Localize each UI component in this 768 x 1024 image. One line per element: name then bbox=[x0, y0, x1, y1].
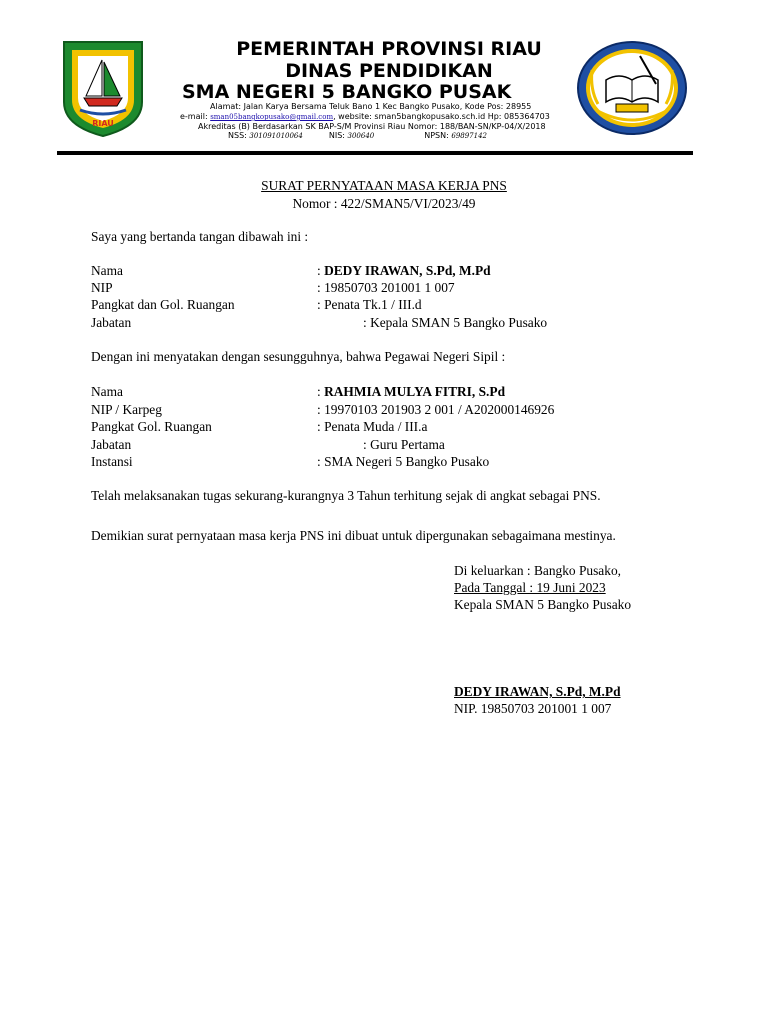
riau-emblem-logo bbox=[62, 40, 144, 138]
signer-nip-value: : 19850703 201001 1 007 bbox=[317, 280, 455, 295]
employee-institution-label: Instansi bbox=[91, 454, 133, 469]
signature-nip: NIP. 19850703 201001 1 007 bbox=[454, 701, 612, 716]
letterhead-divider bbox=[57, 151, 693, 155]
letterhead-line-school: SMA NEGERI 5 BANGKO PUSAK bbox=[182, 81, 512, 103]
letterhead-school-ids bbox=[228, 131, 588, 141]
employee-position-label: Jabatan bbox=[91, 437, 132, 452]
issued-place: Di keluarkan : Bangko Pusako, bbox=[454, 563, 621, 578]
closing-paragraph: Demikian surat pernyataan masa kerja PNS ini dibuat untuk dipergunakan sebagaimana mestinya. bbox=[91, 528, 616, 543]
npsn-label: NPSN: bbox=[424, 131, 452, 140]
employee-name-value: : RAHMIA MULYA FITRI, S.Pd bbox=[317, 384, 506, 399]
letterhead-line-department: DINAS PENDIDIKAN bbox=[285, 60, 493, 82]
signer-rank-label: Pangkat dan Gol. Ruangan bbox=[91, 297, 235, 312]
letter-number: Nomor : 422/SMAN5/VI/2023/49 bbox=[292, 196, 476, 211]
statement-text: Dengan ini menyatakan dengan sesungguhnya, bahwa Pegawai Negeri Sipil : bbox=[91, 349, 506, 364]
signer-position-label: Jabatan bbox=[91, 315, 132, 330]
employee-position-value: : Guru Pertama bbox=[363, 437, 445, 452]
letterhead-address: Alamat: Jalan Karya Bersama Teluk Bano 1 Kec Bangko Pusako, Kode Pos: 28955 bbox=[210, 102, 532, 111]
npsn-value: 69897142 bbox=[451, 132, 487, 140]
signer-nip-label: NIP bbox=[91, 280, 113, 295]
intro-text: Saya yang bertanda tangan dibawah ini : bbox=[91, 229, 309, 244]
signature-name: DEDY IRAWAN, S.Pd, M.Pd bbox=[454, 684, 621, 699]
employee-nip-value: : 19970103 201903 2 001 / A202000146926 bbox=[317, 402, 555, 417]
employee-institution-value: : SMA Negeri 5 Bangko Pusako bbox=[317, 454, 490, 469]
email-label: e-mail: bbox=[180, 112, 211, 121]
letterhead-contact bbox=[180, 112, 588, 122]
employee-nip-label: NIP / Karpeg bbox=[91, 402, 162, 417]
letterhead-line-government: PEMERINTAH PROVINSI RIAU bbox=[236, 38, 542, 60]
issued-date: Pada Tanggal : 19 Juni 2023 bbox=[454, 580, 606, 595]
website-phone: , website: sman5bangkopusako.sch.id Hp: 085364703 bbox=[333, 112, 550, 121]
letterhead-accreditation: Akreditas (B) Berdasarkan SK BAP-S/M Provinsi Riau Nomor: 188/BAN-SN/KP-04/X/2018 bbox=[198, 122, 546, 131]
signer-name-value: : DEDY IRAWAN, S.Pd, M.Pd bbox=[317, 263, 491, 278]
svg-text:RIAU: RIAU bbox=[92, 119, 114, 128]
signer-position-value: : Kepala SMAN 5 Bangko Pusako bbox=[363, 315, 548, 330]
signer-rank-value: : Penata Tk.1 / III.d bbox=[317, 297, 422, 312]
service-paragraph: Telah melaksanakan tugas sekurang-kurangnya 3 Tahun terhitung sejak di angkat sebagai PNS. bbox=[91, 488, 601, 503]
nis-label: NIS: bbox=[328, 131, 348, 140]
letter-title: SURAT PERNYATAAN MASA KERJA PNS bbox=[261, 178, 507, 193]
employee-rank-label: Pangkat Gol. Ruangan bbox=[91, 419, 212, 434]
employee-name-label: Nama bbox=[91, 384, 123, 399]
nss-value: 301091010064 bbox=[249, 132, 303, 140]
signer-name-label: Nama bbox=[91, 263, 123, 278]
nss-label: NSS: bbox=[228, 131, 250, 140]
nis-value: 300640 bbox=[347, 132, 375, 140]
email-link[interactable]: sman05bangkopusako@gmail.com bbox=[210, 113, 334, 121]
signer-title: Kepala SMAN 5 Bangko Pusako bbox=[454, 597, 632, 612]
employee-rank-value: : Penata Muda / III.a bbox=[317, 419, 428, 434]
